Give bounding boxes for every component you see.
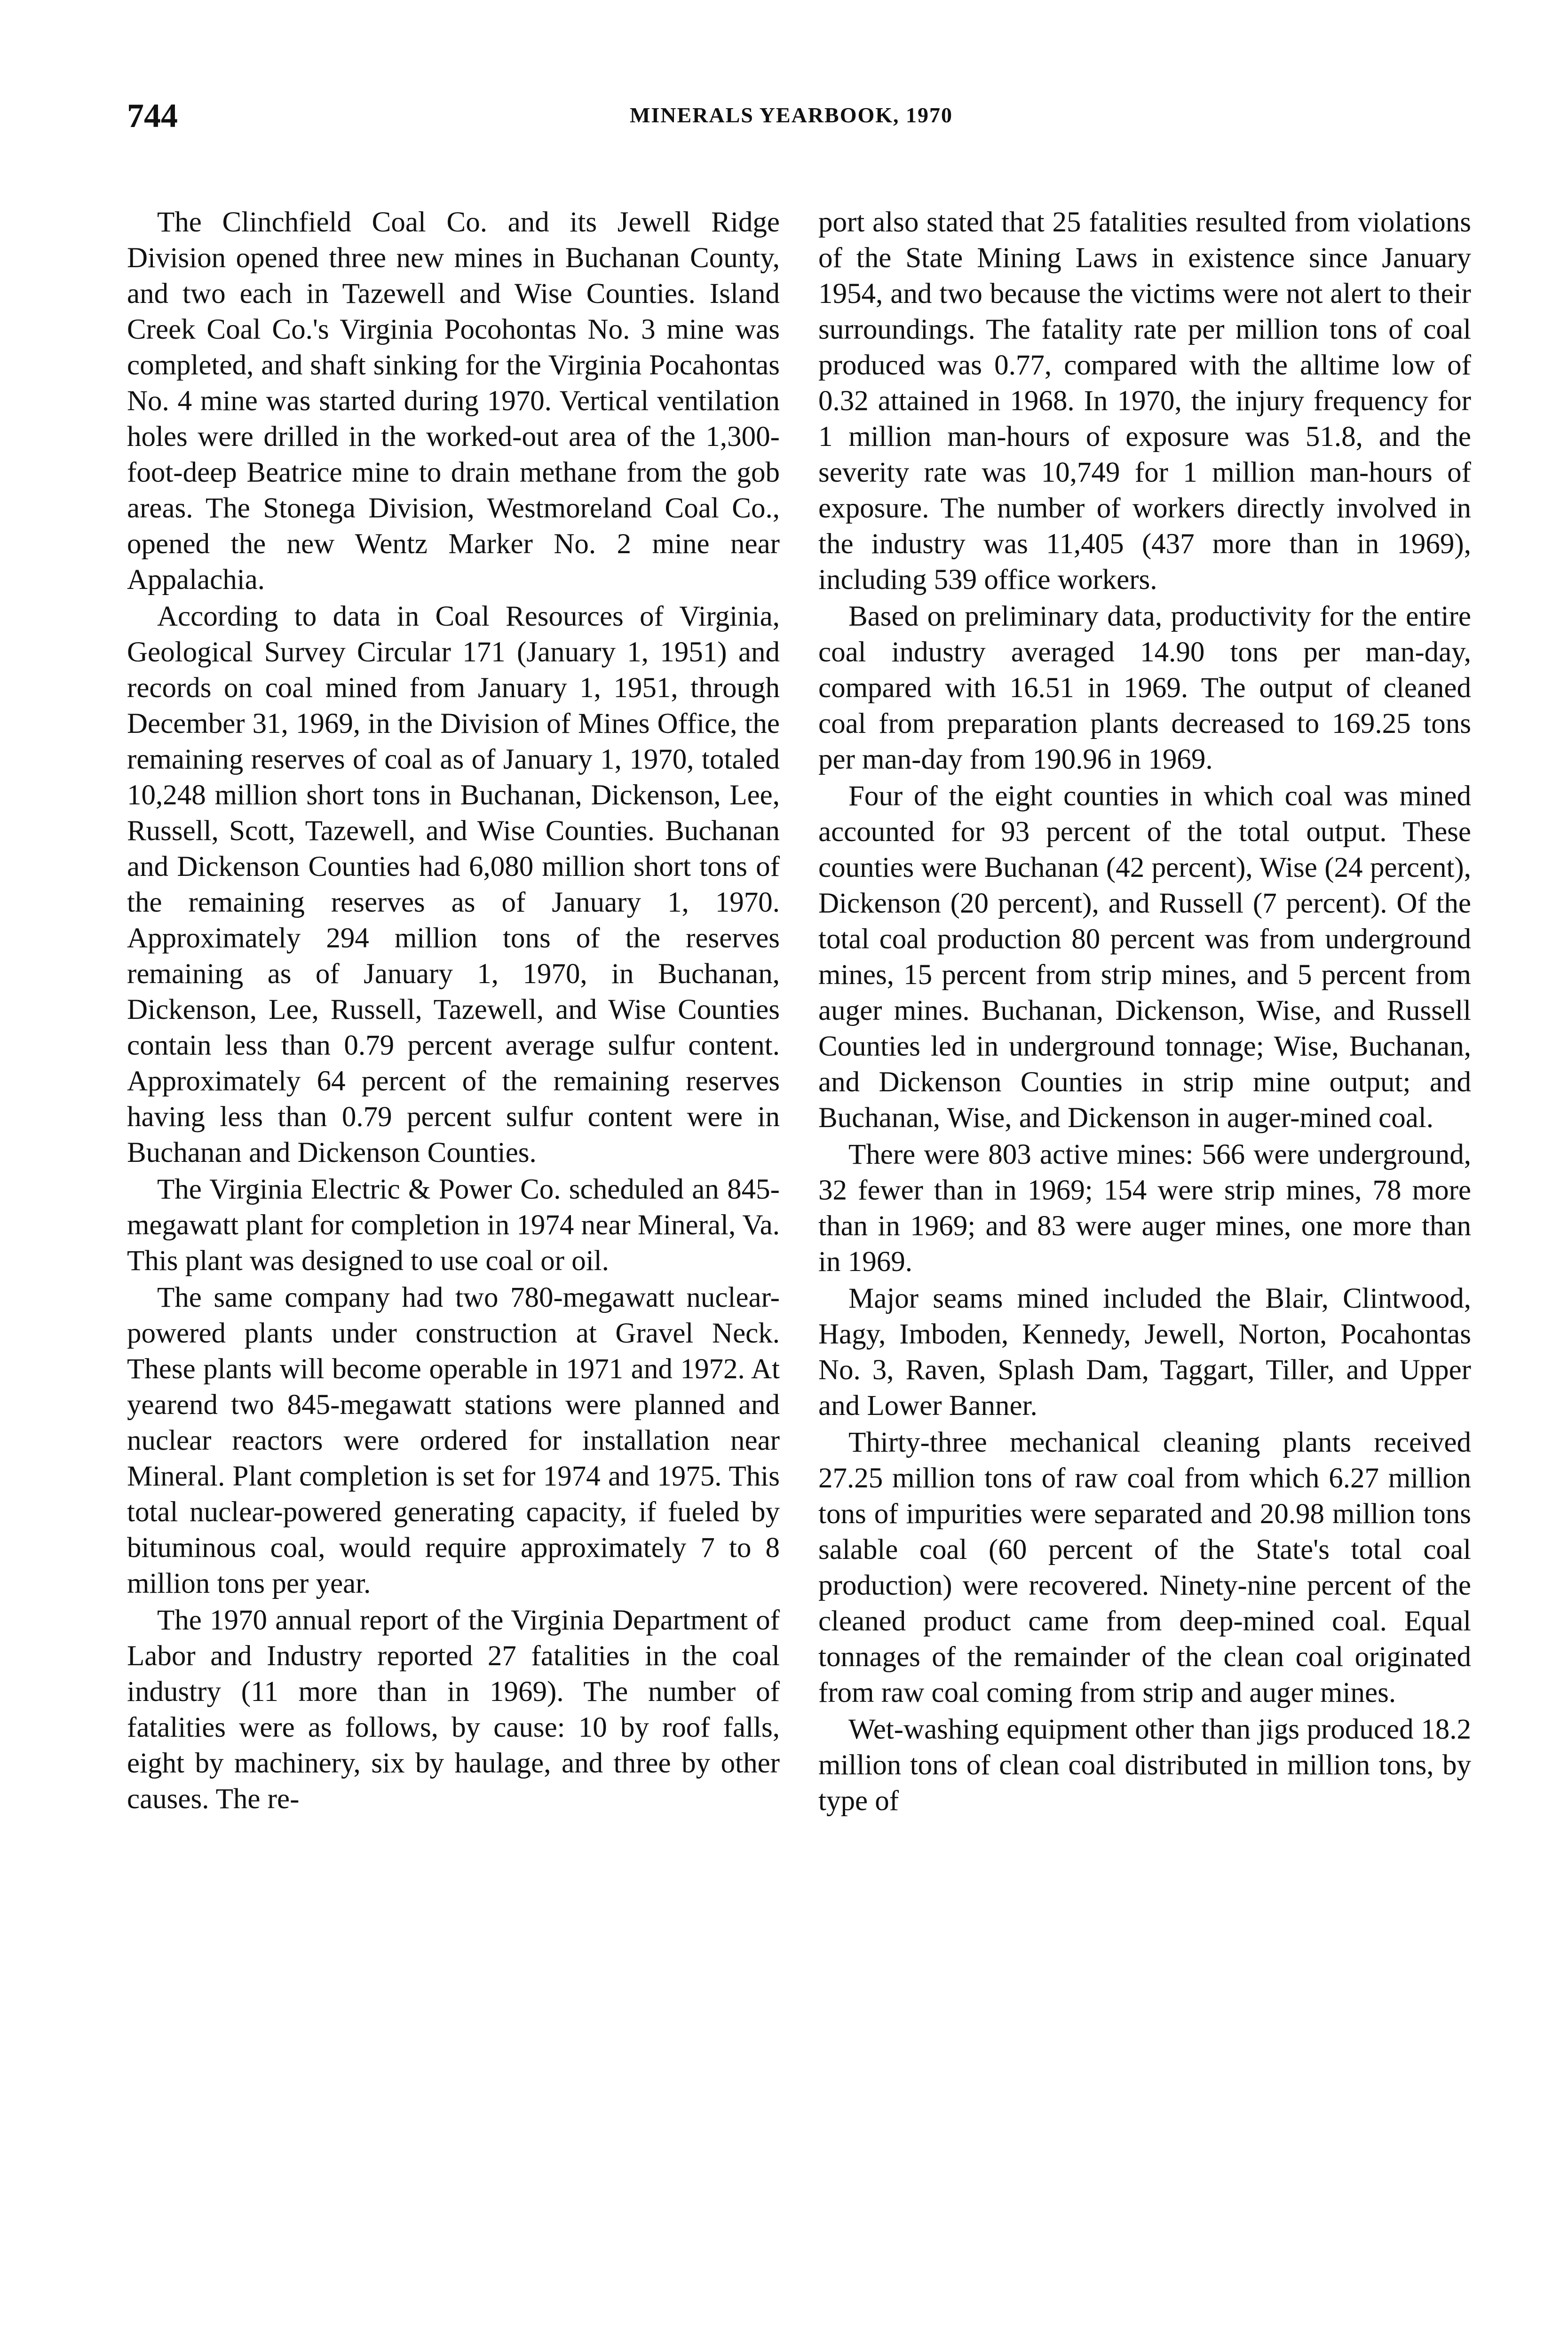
paragraph: Based on preliminary data, productivity for the entire coal industry averaged 14.90 tons per man-day, compared with 16.51 in 1969. The output of cleaned coal from preparation plants decreased to 169.25 tons per man-day from 190.96 in 1969. <box>818 601 1471 775</box>
left-column <box>127 205 780 1817</box>
paragraph: Four of the eight counties in which coal was mined accounted for 93 percent of the total output. These counties were Buchanan (42 percent), Wise (24 percent), Dickenson (20 percent), and Russell (7 percent). Of the total coal production 80 percent was from underground mines, 15 percent from strip mines, and 5 percent from auger mines. Buchanan, Dickenson, Wise, and Russell Counties led in underground tonnage; Wise, Buchanan, and Dickenson Counties in strip mine output; and Buchanan, Wise, and Dickenson in auger-mined coal. <box>818 780 1471 1134</box>
paragraph: The Virginia Electric & Power Co. scheduled an 845-megawatt plant for completion in 1974 near Mineral, Va. This plant was designed to use coal or oil. <box>127 1174 780 1277</box>
right-column <box>818 205 1471 1819</box>
paragraph: The 1970 annual report of the Virginia Department of Labor and Industry reported 27 fatalities in the coal industry (11 more than in 1969). The number of fatalities were as follows, by cause: 10 by roof falls, eight by machinery, six by haulage, and three by other causes. The re- <box>127 1605 780 1815</box>
paragraph: There were 803 active mines: 566 were underground, 32 fewer than in 1969; 154 were strip mines, 78 more than in 1969; and 83 were auger mines, one more than in 1969. <box>818 1139 1471 1278</box>
paragraph: Wet-washing equipment other than jigs produced 18.2 million tons of clean coal distributed in million tons, by type of <box>818 1714 1471 1817</box>
paragraph-continued: port also stated that 25 fatalities resulted from violations of the State Mining Laws in existence since January 1954, and two because the victims were not alert to their surroundings. The fatality rate per million tons of coal produced was 0.77, compared with the alltime low of 0.32 attained in 1968. In 1970, the injury frequency for 1 million man-hours of exposure was 51.8, and the severity rate was 10,749 for 1 million man-hours of exposure. The number of workers directly involved in the industry was 11,405 (437 more than in 1969), including 539 office workers. <box>818 207 1471 596</box>
paragraph: The Clinchfield Coal Co. and its Jewell Ridge Division opened three new mines in Buchanan County, and two each in Tazewell and Wise Counties. Island Creek Coal Co.'s Virginia Pocohontas No. 3 mine was completed, and shaft sinking for the Virginia Pocahontas No. 4 mine was started during 1970. Vertical ventilation holes were drilled in the worked-out area of the 1,300-foot-deep Beatrice mine to drain methane from the gob areas. The Stonega Division, Westmoreland Coal Co., opened the new Wentz Marker No. 2 mine near Appalachia. <box>127 207 780 596</box>
page-header <box>127 99 1456 155</box>
running-title: MINERALS YEARBOOK, 1970 <box>629 103 953 127</box>
paragraph: The same company had two 780-megawatt nuclear-powered plants under construction at Gravel Neck. These plants will become operable in 1971 and 1972. At yearend two 845-megawatt stations were planned and nuclear reactors were ordered for installation near Mineral. Plant completion is set for 1974 and 1975. This total nuclear-powered generating capacity, if fueled by bituminous coal, would require approximately 7 to 8 million tons per year. <box>127 1282 780 1599</box>
page-number: 744 <box>127 97 178 135</box>
paragraph: According to data in Coal Resources of Virginia, Geological Survey Circular 171 (January 1, 1951) and records on coal mined from January 1, 1951, through December 31, 1969, in the Division of Mines Office, the remaining reserves of coal as of January 1, 1970, totaled 10,248 million short tons in Buchanan, Dickenson, Lee, Russell, Scott, Tazewell, and Wise Counties. Buchanan and Dickenson Counties had 6,080 million short tons of the remaining reserves as of January 1, 1970. Approximately 294 million tons of the reserves remaining as of January 1, 1970, in Buchanan, Dickenson, Lee, Russell, Tazewell, and Wise Counties contain less than 0.79 percent average sulfur content. Approximately 64 percent of the remaining reserves having less than 0.79 percent sulfur content were in Buchanan and Dickenson Counties. <box>127 601 780 1168</box>
paragraph: Major seams mined included the Blair, Clintwood, Hagy, Imboden, Kennedy, Jewell, Norton, Pocahontas No. 3, Raven, Splash Dam, Taggart, Tiller, and Upper and Lower Banner. <box>818 1283 1471 1422</box>
paragraph: Thirty-three mechanical cleaning plants received 27.25 million tons of raw coal from which 6.27 million tons of impurities were separated and 20.98 million tons salable coal (60 percent of the State's total coal production) were recovered. Ninety-nine percent of the cleaned product came from deep-mined coal. Equal tonnages of the remainder of the clean coal originated from raw coal coming from strip and auger mines. <box>818 1427 1471 1708</box>
